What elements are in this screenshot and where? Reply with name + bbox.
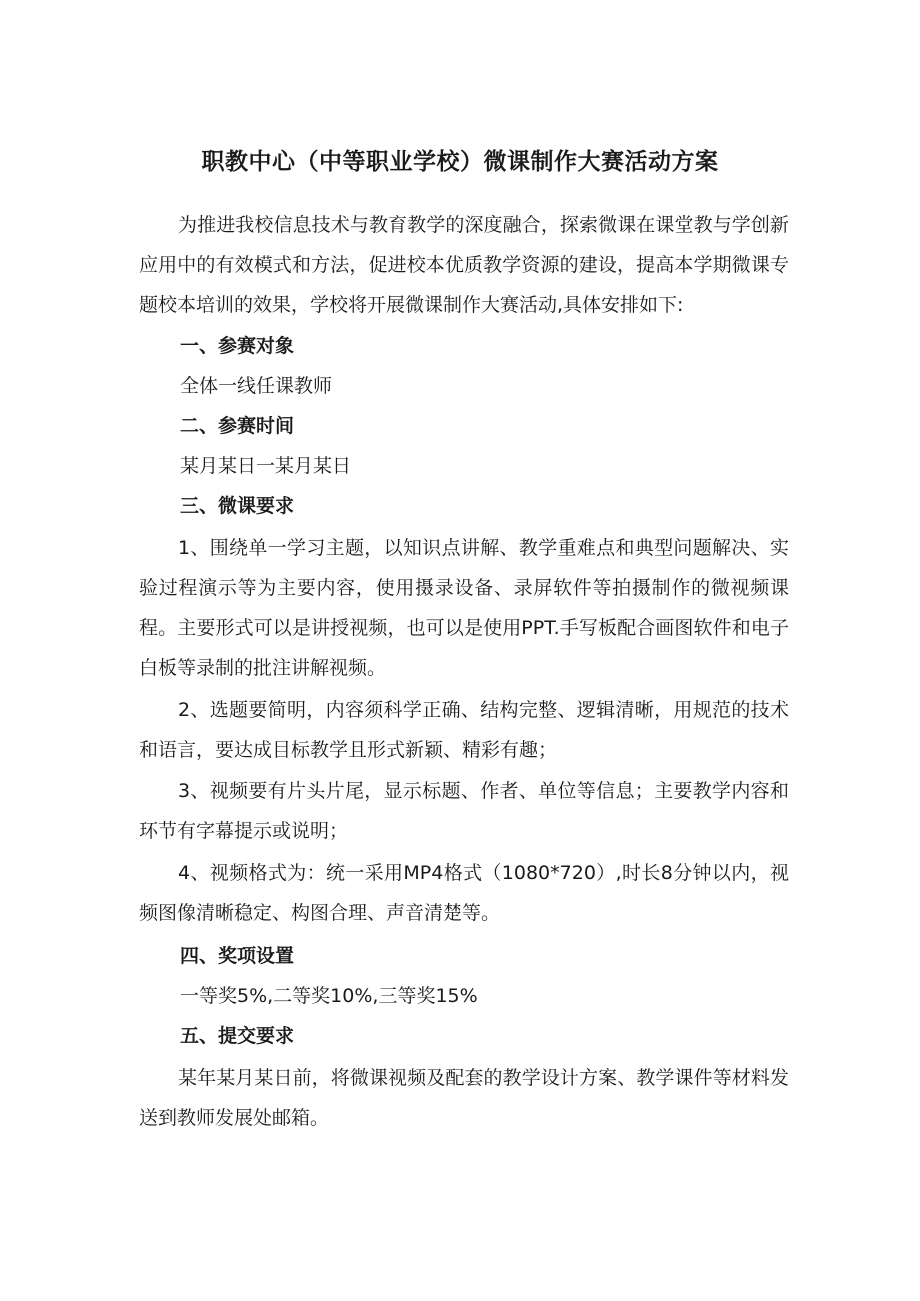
section-heading-time: 二、参赛时间 [180,415,295,437]
time-text: 某月某日一某月某日 [180,455,352,477]
requirement-item: 1、围绕单一学习主题，以知识点讲解、教学重难点和典型问题解决、实验过程演示等为主要内容，使用摄录设备、录屏软件等拍摄制作的微视频课程。主要形式可以是讲授视频，也可以是使用PPT.手写板配合画图软件和电子白板等录制的批注讲解视频。 [139,537,789,679]
intro-paragraph: 为推进我校信息技术与教育教学的深度融合，探索微课在课堂教与学创新应用中的有效模式和方法，促进校本优质教学资源的建设，提高本学期微课专题校本培训的效果，学校将开展微课制作大赛活动,具体安排如下: [139,214,789,316]
awards-text: 一等奖5%,二等奖10%,三等奖15% [180,985,478,1007]
submission-text: 某年某月某日前，将微课视频及配套的教学设计方案、教学课件等材料发送到教师发展处邮箱。 [139,1067,789,1129]
section-heading-participants: 一、参赛对象 [180,335,295,357]
document-title: 职教中心（中等职业学校）微课制作大赛活动方案 [201,149,719,175]
section-heading-awards: 四、奖项设置 [180,945,295,967]
section-heading-submission: 五、提交要求 [180,1025,295,1047]
requirement-item: 4、视频格式为：统一采用MP4格式（1080*720）,时长8分钟以内，视频图像清晰稳定、构图合理、声音清楚等。 [139,862,789,924]
requirement-item: 3、视频要有片头片尾，显示标题、作者、单位等信息；主要教学内容和环节有字幕提示或说明； [139,780,789,842]
requirement-item: 2、选题要简明，内容须科学正确、结构完整、逻辑清晰，用规范的技术和语言，要达成目标教学且形式新颖、精彩有趣； [139,699,789,761]
section-heading-requirements: 三、微课要求 [180,495,295,517]
participants-text: 全体一线任课教师 [180,375,333,397]
